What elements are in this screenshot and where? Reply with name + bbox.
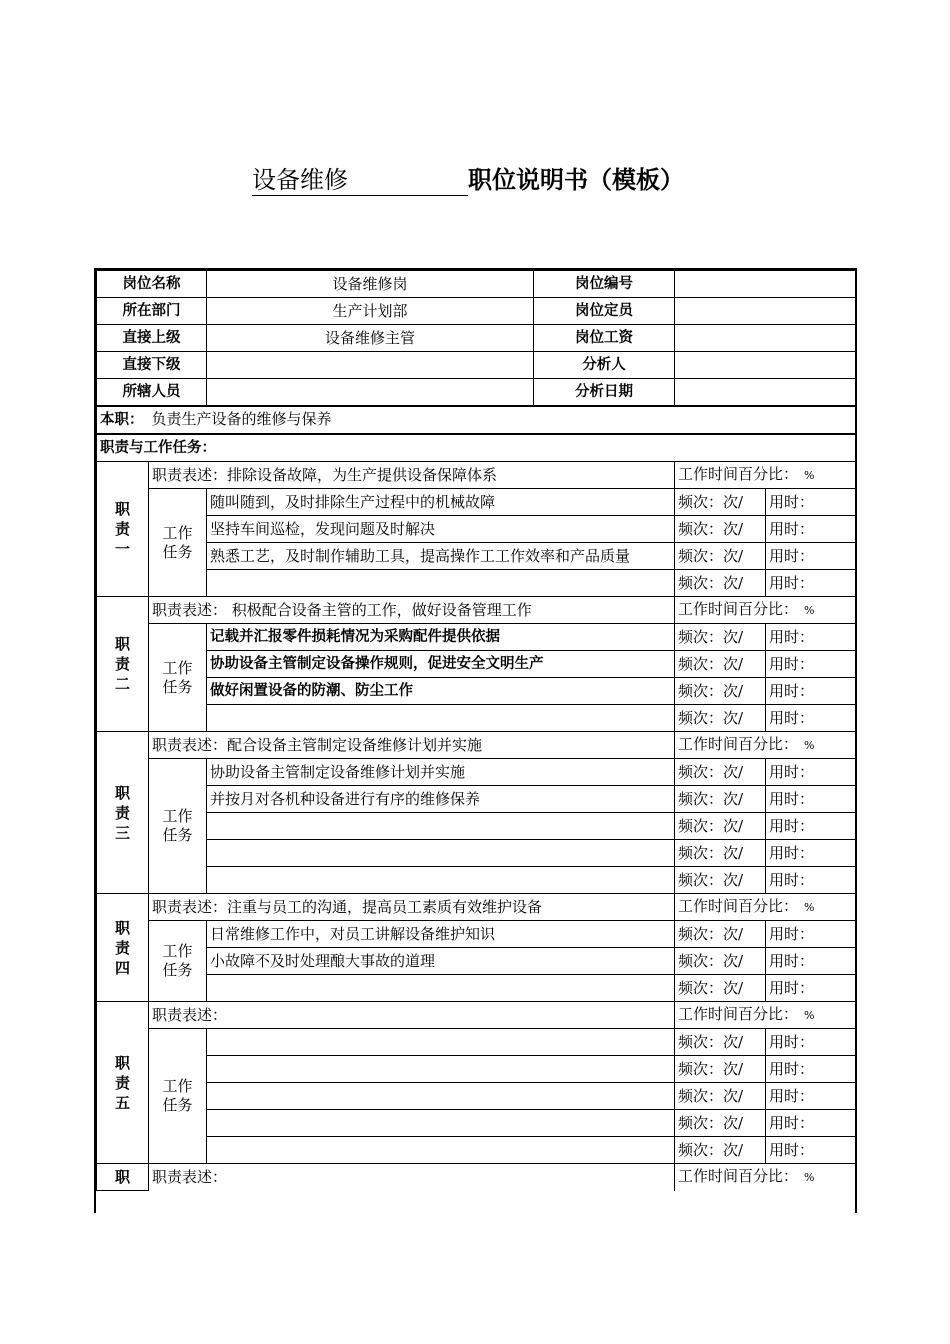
task-frequency[interactable]: 频次：次/ <box>675 516 766 543</box>
core-duty <box>97 406 858 434</box>
task-time[interactable]: 用时： <box>766 516 858 543</box>
pct-label: 工作时间百分比： <box>678 1005 799 1023</box>
pct-unit: % <box>804 1009 815 1022</box>
task-row <box>97 1137 858 1164</box>
duty-section-label <box>97 1002 149 1164</box>
document-title <box>252 160 684 194</box>
task-time[interactable]: 用时： <box>766 570 858 597</box>
duty-statement-row <box>97 1002 858 1029</box>
task-frequency[interactable]: 频次：次/ <box>675 786 766 813</box>
task-description[interactable]: 协助设备主管制定设备操作规则，促进安全文明生产 <box>207 651 675 678</box>
task-description[interactable]: 并按月对各机种设备进行有序的维修保养 <box>207 786 675 813</box>
work-task-label: 工作 任务 <box>149 921 207 1002</box>
duty-statement: 职责表述：配合设备主管制定设备维修计划并实施 <box>149 732 675 759</box>
task-row <box>97 948 858 975</box>
task-row <box>97 921 858 948</box>
task-row <box>97 786 858 813</box>
task-description[interactable] <box>207 705 675 732</box>
task-description[interactable]: 做好闲置设备的防潮、防尘工作 <box>207 678 675 705</box>
duty-statement: 职责表述：注重与员工的沟通，提高员工素质有效维护设备 <box>149 894 675 921</box>
work-task-label: 工作 任务 <box>149 624 207 732</box>
task-row <box>97 570 858 597</box>
task-row <box>97 759 858 786</box>
task-time[interactable]: 用时： <box>766 1056 858 1083</box>
duty-label-text: 职 责 四 <box>114 918 130 977</box>
task-row <box>97 975 858 1002</box>
duty-label-text: 职 责 二 <box>114 635 130 693</box>
duty-statement-row <box>97 462 858 489</box>
duty-statement: 职责表述： 积极配合设备主管的工作，做好设备管理工作 <box>149 597 675 624</box>
task-frequency[interactable]: 频次：次/ <box>675 867 766 894</box>
duties-heading-row <box>97 434 858 462</box>
pct-unit: % <box>804 739 815 752</box>
duty-label-text: 职 责 五 <box>114 1053 130 1112</box>
task-frequency[interactable]: 频次：次/ <box>675 570 766 597</box>
core-duty-label: 本职： <box>100 412 144 428</box>
field-value[interactable]: 生产计划部 <box>207 298 534 325</box>
field-value[interactable]: 设备维修岗 <box>207 271 534 298</box>
field-value[interactable] <box>675 325 858 352</box>
task-description[interactable] <box>207 1110 675 1137</box>
task-frequency[interactable]: 频次：次/ <box>675 1110 766 1137</box>
task-row <box>97 1110 858 1137</box>
task-description[interactable]: 记载并汇报零件损耗情况为采购配件提供依据 <box>207 624 675 651</box>
field-value[interactable] <box>675 352 858 379</box>
job-description-form <box>94 268 857 1213</box>
duty-statement-row <box>97 732 858 759</box>
task-time[interactable]: 用时： <box>766 813 858 840</box>
task-time[interactable]: 用时： <box>766 624 858 651</box>
field-label: 岗位编号 <box>534 271 675 298</box>
task-description[interactable]: 随叫随到，及时排除生产过程中的机械故障 <box>207 489 675 516</box>
task-frequency[interactable]: 频次：次/ <box>675 678 766 705</box>
task-description[interactable] <box>207 1137 675 1164</box>
work-time-percentage[interactable] <box>675 597 858 624</box>
task-frequency[interactable]: 频次：次/ <box>675 813 766 840</box>
duty-label-text: 职 <box>114 1168 130 1186</box>
pct-label: 工作时间百分比： <box>678 735 799 753</box>
task-time[interactable]: 用时： <box>766 867 858 894</box>
header-row <box>97 298 858 325</box>
task-description[interactable] <box>207 867 675 894</box>
duty-statement: 职责表述： <box>149 1002 675 1029</box>
task-description[interactable] <box>207 975 675 1002</box>
task-description[interactable]: 熟悉工艺，及时制作辅助工具，提高操作工工作效率和产品质量 <box>207 543 675 570</box>
task-frequency[interactable]: 频次：次/ <box>675 975 766 1002</box>
header-row <box>97 379 858 407</box>
task-frequency[interactable]: 频次：次/ <box>675 948 766 975</box>
field-value[interactable] <box>207 352 534 379</box>
field-label: 岗位定员 <box>534 298 675 325</box>
pct-label: 工作时间百分比： <box>678 897 799 915</box>
task-frequency[interactable]: 频次：次/ <box>675 759 766 786</box>
task-frequency[interactable]: 频次：次/ <box>675 624 766 651</box>
task-frequency[interactable]: 频次：次/ <box>675 651 766 678</box>
header-row <box>97 271 858 298</box>
pct-label: 工作时间百分比： <box>678 465 799 483</box>
field-label: 直接上级 <box>97 325 207 352</box>
task-row <box>97 1056 858 1083</box>
duty-statement-row <box>97 894 858 921</box>
task-time[interactable]: 用时： <box>766 1137 858 1164</box>
task-description[interactable] <box>207 1083 675 1110</box>
work-time-percentage[interactable] <box>675 894 858 921</box>
pct-unit: % <box>804 1171 815 1185</box>
core-duty-text: 负责生产设备的维修与保养 <box>151 410 332 428</box>
task-description[interactable]: 协助设备主管制定设备维修计划并实施 <box>207 759 675 786</box>
work-time-percentage[interactable] <box>675 462 858 489</box>
work-time-percentage[interactable] <box>675 1002 858 1029</box>
task-frequency[interactable]: 频次：次/ <box>675 1083 766 1110</box>
pct-label: 工作时间百分比： <box>678 1167 799 1186</box>
duty-section-label <box>97 1164 149 1191</box>
task-time[interactable]: 用时： <box>766 651 858 678</box>
duty-section-label <box>97 894 149 1002</box>
task-time[interactable]: 用时： <box>766 840 858 867</box>
task-description[interactable] <box>207 840 675 867</box>
header-row <box>97 325 858 352</box>
duties-heading <box>97 434 858 462</box>
task-row <box>97 543 858 570</box>
task-frequency[interactable]: 频次：次/ <box>675 705 766 732</box>
duties-heading-text: 职责与工作任务： <box>100 439 216 456</box>
task-frequency[interactable]: 频次：次/ <box>675 921 766 948</box>
task-row <box>97 1083 858 1110</box>
task-row <box>97 624 858 651</box>
work-time-percentage[interactable] <box>675 732 858 759</box>
task-row <box>97 840 858 867</box>
task-frequency[interactable]: 频次：次/ <box>675 1029 766 1056</box>
task-row <box>97 516 858 543</box>
duty-label-text: 职 责 三 <box>114 783 130 842</box>
task-description[interactable] <box>207 1056 675 1083</box>
task-time[interactable]: 用时： <box>766 759 858 786</box>
task-row <box>97 651 858 678</box>
work-task-label: 工作 任务 <box>149 489 207 597</box>
field-value[interactable] <box>675 271 858 298</box>
field-label: 分析人 <box>534 352 675 379</box>
duty-statement-row <box>97 597 858 624</box>
task-time[interactable]: 用时： <box>766 543 858 570</box>
duty-statement: 职责表述：排除设备故障，为生产提供设备保障体系 <box>149 462 675 489</box>
field-label: 分析日期 <box>534 379 675 407</box>
pct-unit: % <box>804 901 815 914</box>
duty-section-label <box>97 462 149 597</box>
task-row <box>97 705 858 732</box>
task-frequency[interactable]: 频次：次/ <box>675 840 766 867</box>
task-time[interactable]: 用时： <box>766 975 858 1002</box>
task-description[interactable] <box>207 1029 675 1056</box>
work-task-label: 工作 任务 <box>149 759 207 894</box>
task-time[interactable]: 用时： <box>766 921 858 948</box>
title-suffix: 职位说明书（模板） <box>468 165 684 194</box>
work-time-percentage[interactable] <box>675 1164 858 1191</box>
pct-unit: % <box>804 604 815 617</box>
core-duty-row <box>97 406 858 434</box>
task-row <box>97 813 858 840</box>
task-description[interactable]: 坚持车间巡检，发现问题及时解决 <box>207 516 675 543</box>
header-row <box>97 352 858 379</box>
task-frequency[interactable]: 频次：次/ <box>675 1137 766 1164</box>
task-time[interactable]: 用时： <box>766 678 858 705</box>
task-time[interactable]: 用时： <box>766 489 858 516</box>
task-time[interactable]: 用时： <box>766 705 858 732</box>
task-row <box>97 678 858 705</box>
task-frequency[interactable]: 频次：次/ <box>675 489 766 516</box>
title-position-name: 设备维修 <box>252 160 468 196</box>
field-label: 直接下级 <box>97 352 207 379</box>
pct-label: 工作时间百分比： <box>678 600 799 618</box>
task-description[interactable]: 日常维修工作中，对员工讲解设备维护知识 <box>207 921 675 948</box>
task-row <box>97 867 858 894</box>
task-description[interactable] <box>207 570 675 597</box>
pct-unit: % <box>804 469 815 482</box>
field-label: 岗位工资 <box>534 325 675 352</box>
task-row <box>97 1029 858 1056</box>
duty-statement-row <box>97 1164 858 1191</box>
duty-section-label <box>97 597 149 732</box>
task-time[interactable]: 用时： <box>766 1110 858 1137</box>
field-label: 岗位名称 <box>97 271 207 298</box>
task-description[interactable]: 小故障不及时处理酿大事故的道理 <box>207 948 675 975</box>
duty-section-label <box>97 732 149 894</box>
job-description-table <box>96 270 857 1191</box>
task-time[interactable]: 用时： <box>766 1029 858 1056</box>
task-frequency[interactable]: 频次：次/ <box>675 543 766 570</box>
task-frequency[interactable]: 频次：次/ <box>675 1056 766 1083</box>
field-value[interactable] <box>675 379 858 407</box>
task-row <box>97 489 858 516</box>
field-value[interactable] <box>675 298 858 325</box>
duty-label-text: 职 责 一 <box>114 500 130 558</box>
task-description[interactable] <box>207 813 675 840</box>
field-value[interactable] <box>207 379 534 407</box>
field-value[interactable]: 设备维修主管 <box>207 325 534 352</box>
task-time[interactable]: 用时： <box>766 948 858 975</box>
work-task-label: 工作 任务 <box>149 1029 207 1164</box>
field-label: 所在部门 <box>97 298 207 325</box>
task-time[interactable]: 用时： <box>766 786 858 813</box>
task-time[interactable]: 用时： <box>766 1083 858 1110</box>
field-label: 所辖人员 <box>97 379 207 407</box>
duty-statement: 职责表述： <box>149 1164 675 1191</box>
